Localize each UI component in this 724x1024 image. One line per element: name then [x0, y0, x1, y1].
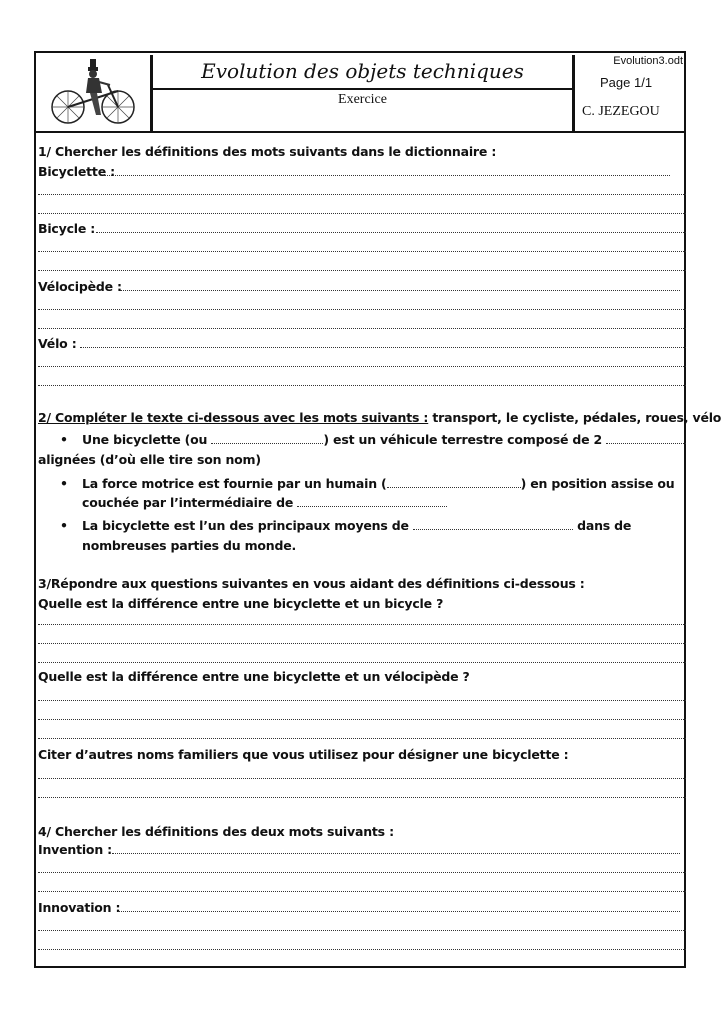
blank-field[interactable]: [211, 433, 323, 444]
answer-line[interactable]: [38, 251, 686, 252]
term-label: Vélocipède :: [38, 279, 122, 294]
term-label: Bicyclette :: [38, 164, 115, 179]
document-title: Evolution des objets techniques: [201, 59, 524, 83]
bullet2-line: La force motrice est fournie par un humain ( ) en position assise ou: [82, 476, 675, 491]
answer-line[interactable]: [112, 853, 680, 854]
answer-line[interactable]: [38, 797, 686, 798]
answer-line[interactable]: [38, 949, 686, 950]
answer-line[interactable]: [38, 643, 686, 644]
answer-line[interactable]: [38, 213, 686, 214]
draisienne-bicycle-icon: [44, 57, 144, 127]
section2-heading: 2/ Compléter le texte ci-dessous avec les mots suivants :: [38, 410, 429, 425]
term-label: Vélo :: [38, 336, 77, 351]
answer-line[interactable]: [38, 366, 686, 367]
answer-line[interactable]: [38, 872, 686, 873]
blank-field[interactable]: [413, 519, 573, 530]
answer-line[interactable]: [38, 270, 686, 271]
answer-line[interactable]: [96, 232, 686, 233]
bullet-icon: •: [60, 518, 68, 533]
answer-line[interactable]: [38, 194, 686, 195]
section3-heading: 3/Répondre aux questions suivantes en vous aidant des définitions ci-dessous :: [38, 576, 585, 591]
answer-line[interactable]: [118, 911, 680, 912]
bullet2-continuation: couchée par l’intermédiaire de: [82, 495, 447, 511]
answer-line[interactable]: [38, 778, 686, 779]
answer-line[interactable]: [38, 309, 686, 310]
bullet1-line: Une bicyclette (ou ) est un véhicule terrestre composé de 2: [82, 432, 686, 448]
answer-line[interactable]: [120, 290, 680, 291]
answer-line[interactable]: [38, 624, 686, 625]
answer-line[interactable]: [38, 719, 686, 720]
blank-field[interactable]: [297, 496, 447, 507]
bullet-icon: •: [60, 432, 68, 447]
term-label: Invention :: [38, 842, 112, 857]
answer-line[interactable]: [104, 175, 670, 176]
document-header: [34, 51, 686, 133]
answer-line[interactable]: [38, 930, 686, 931]
section2-heading-line: [38, 410, 721, 426]
section4-heading: 4/ Chercher les définitions des deux mots suivants :: [38, 824, 394, 839]
blank-field[interactable]: [606, 433, 686, 444]
question: Quelle est la différence entre une bicyclette et un bicycle ?: [38, 596, 444, 611]
answer-line[interactable]: [38, 662, 686, 663]
bullet-icon: •: [60, 476, 68, 491]
term-label: Innovation :: [38, 900, 121, 915]
word-list: transport, le cycliste, pédales, roues, vélo: [432, 410, 722, 425]
document-subtitle: Exercice: [338, 92, 387, 107]
blank-field[interactable]: [387, 477, 521, 488]
bullet3-continuation: nombreuses parties du monde.: [82, 538, 297, 553]
author-name: C. JEZEGOU: [582, 104, 660, 119]
answer-line[interactable]: [38, 385, 686, 386]
question: Citer d’autres noms familiers que vous utilisez pour désigner une bicyclette :: [38, 747, 569, 762]
header-divider: [153, 88, 572, 90]
answer-line[interactable]: [80, 347, 686, 348]
bullet3-line: La bicyclette est l’un des principaux moyens de dans de: [82, 518, 632, 533]
answer-line[interactable]: [38, 738, 686, 739]
answer-line[interactable]: [38, 328, 686, 329]
page-number: Page 1/1: [600, 75, 653, 90]
bullet1-continuation: alignées (d’où elle tire son nom): [38, 452, 261, 467]
section1-heading: 1/ Chercher les définitions des mots suivants dans le dictionnaire :: [38, 144, 497, 159]
term-label: Bicycle :: [38, 221, 96, 236]
answer-line[interactable]: [38, 700, 686, 701]
answer-line[interactable]: [38, 891, 686, 892]
filename-label: Evolution3.odt: [613, 55, 683, 67]
question: Quelle est la différence entre une bicyclette et un vélocipède ?: [38, 669, 470, 684]
